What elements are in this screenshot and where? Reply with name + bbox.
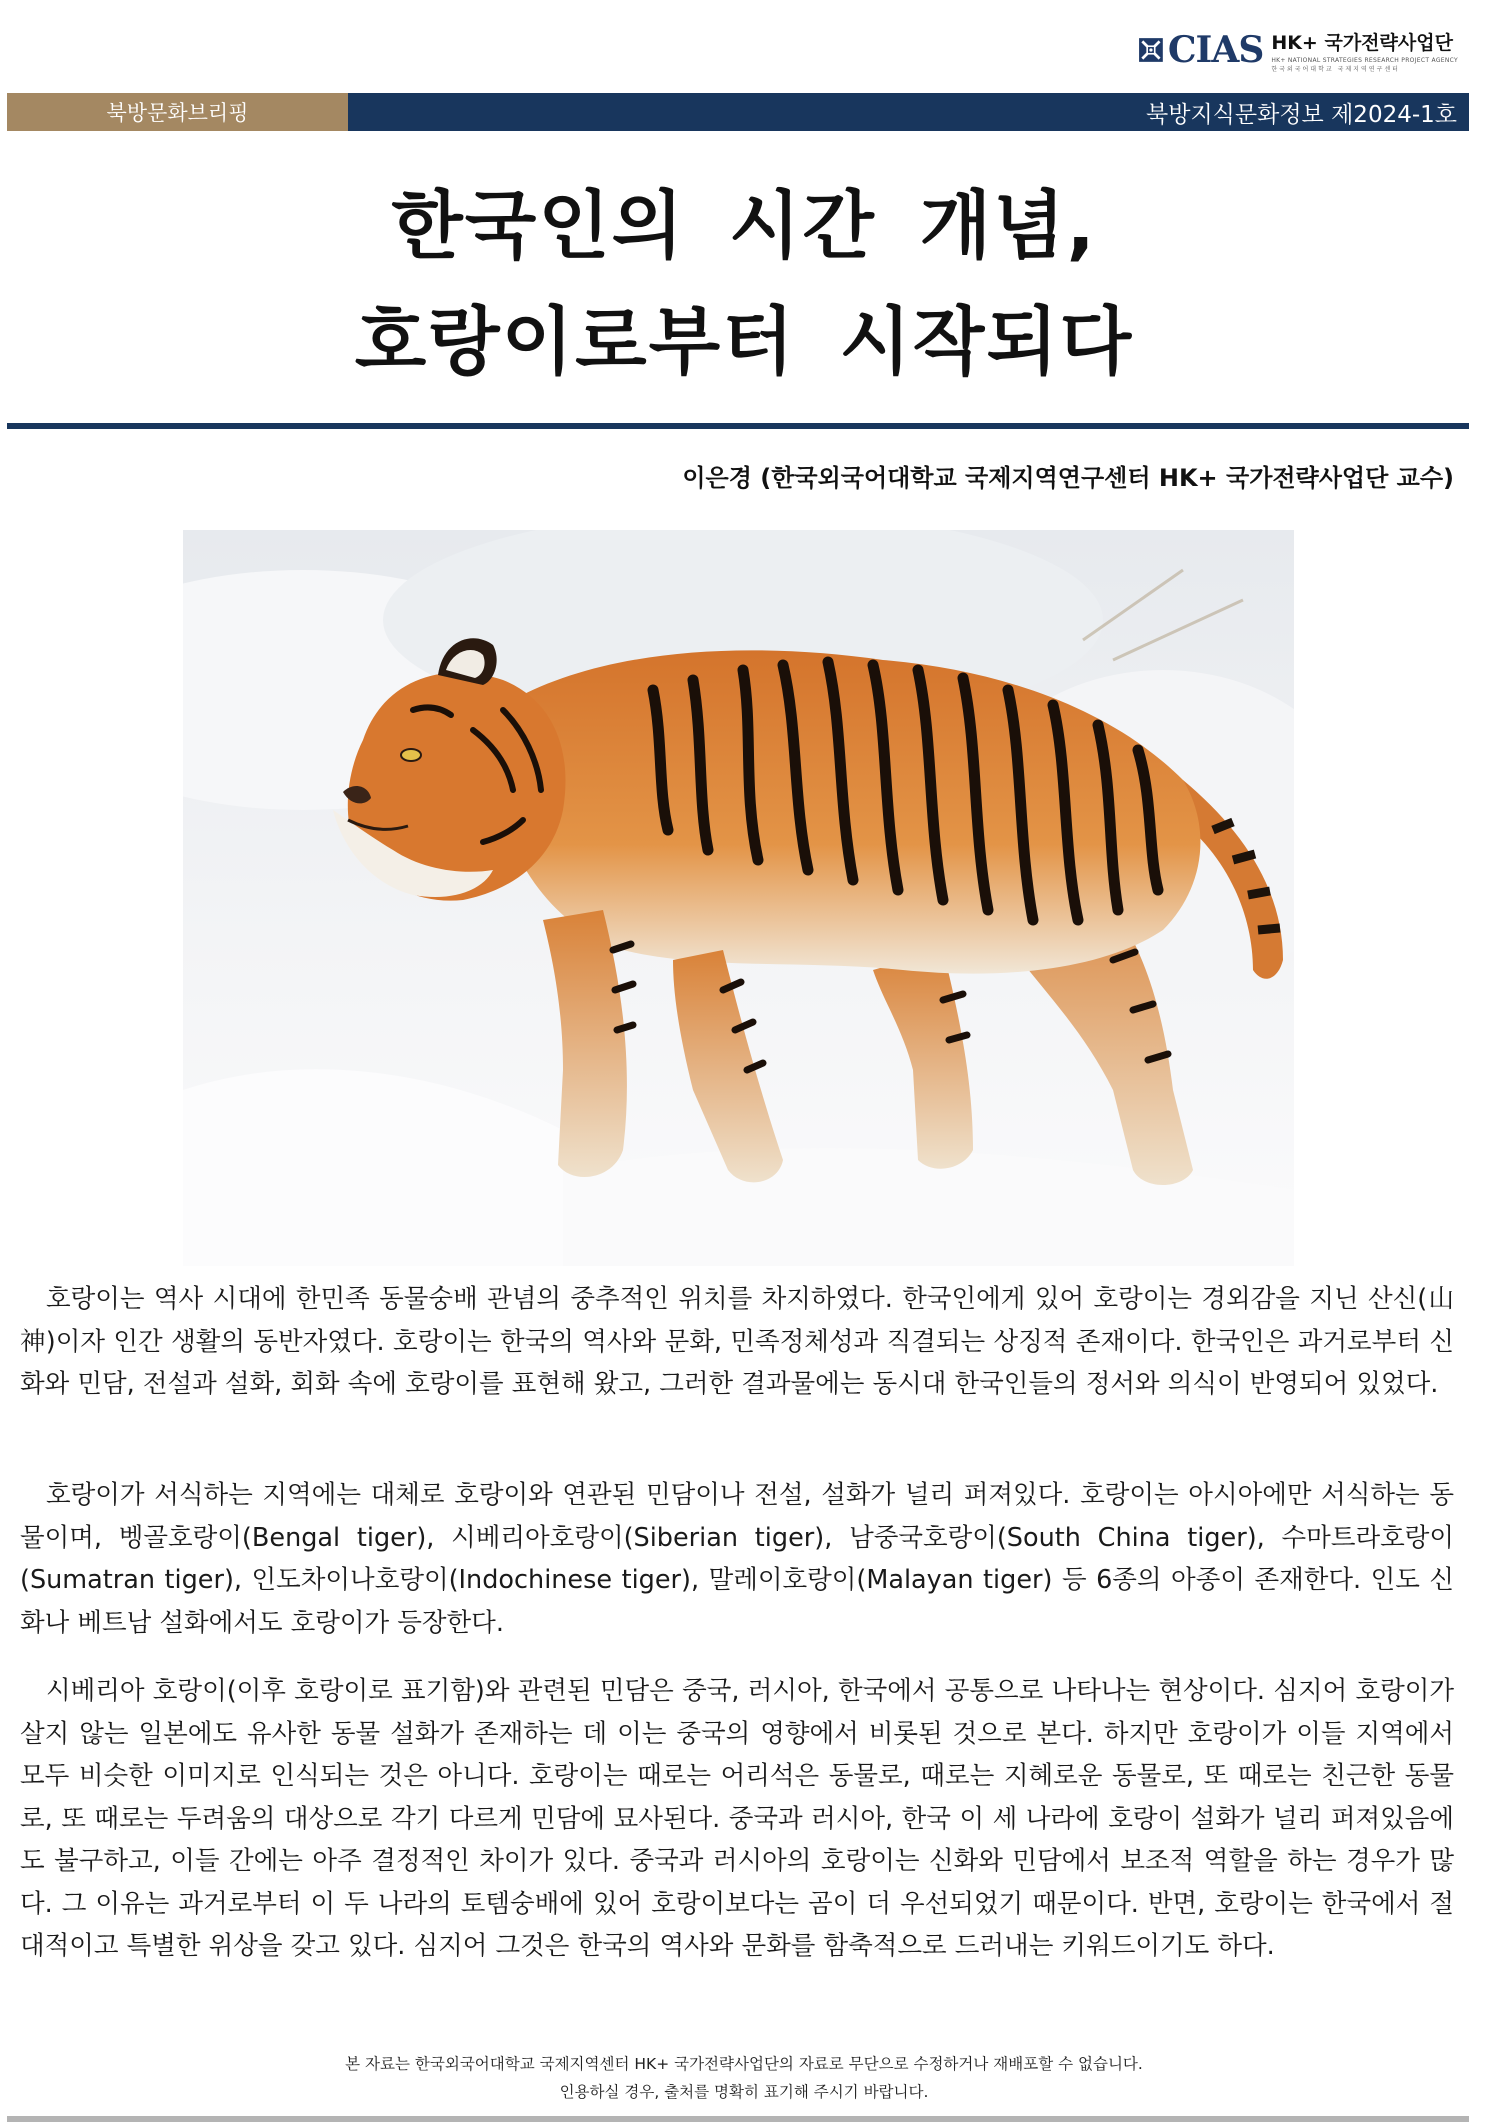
category-label: 북방문화브리핑 <box>7 93 348 131</box>
title-line-1: 한국인의 시간 개념, <box>391 183 1097 269</box>
logo-subtitle-en: HK+ NATIONAL STRATEGIES RESEARCH PROJECT AGENCY <box>1271 56 1458 64</box>
logo-subtitle-ko: 한국외국어대학교 국제지역연구센터 <box>1271 65 1400 73</box>
copyright-notice <box>0 2050 1488 2106</box>
page-title <box>0 168 1488 400</box>
author-line: 이은경 (한국외국어대학교 국제지역연구센터 HK+ 국가전략사업단 교수) <box>682 464 1454 492</box>
title-divider <box>7 423 1469 429</box>
title-line-2: 호랑이로부터 시작되다 <box>354 299 1134 385</box>
logo-title: HK+ 국가전략사업단 <box>1271 31 1453 54</box>
cias-logo-icon <box>1138 26 1164 74</box>
logo-abbr: CIAS <box>1167 29 1264 71</box>
body-paragraph-2: 호랑이가 서식하는 지역에는 대체로 호랑이와 연관된 민담이나 전설, 설화가 널리 퍼져있다. 호랑이는 아시아에만 서식하는 동물이며, 벵골호랑이(Bengal tiger), 시베리아호랑이(Siberian tiger), 남중국호랑이(South China tiger), 수마트라호랑이(Sumatran tiger), 인도차이나호랑이(Indochinese tiger), 말레이호랑이(Malayan tiger) 등 6종의 아종이 존재한다. 인도 신화나 베트남 설화에서도 호랑이가 등장한다. <box>20 1480 1454 1638</box>
bottom-divider <box>7 2116 1469 2122</box>
copyright-line-2: 인용하실 경우, 출처를 명확히 표기해 주시기 바랍니다. <box>559 2083 929 2101</box>
logo-text-block <box>1271 28 1458 73</box>
siberian-tiger-in-snow-photo <box>183 530 1294 1266</box>
tiger-photo <box>183 530 1294 1266</box>
header-bar <box>7 93 1469 131</box>
issue-label: 북방지식문화정보 제2024-1호 <box>348 93 1469 131</box>
body-paragraph-1: 호랑이는 역사 시대에 한민족 동물숭배 관념의 중추적인 위치를 차지하였다. 한국인에게 있어 호랑이는 경외감을 지닌 산신(山神)이자 인간 생활의 동반자였다. 호랑이는 한국의 역사와 문화, 민족정체성과 직결되는 상징적 존재이다. 한국인은 과거로부터 신화와 민담, 전설과 설화, 회화 속에 호랑이를 표현해 왔고, 그러한 결과물에는 동시대 한국인들의 정서와 의식이 반영되어 있었다. <box>20 1284 1454 1399</box>
cias-logo <box>1138 24 1458 76</box>
body-paragraph-3: 시베리아 호랑이(이후 호랑이로 표기함)와 관련된 민담은 중국, 러시아, 한국에서 공통으로 나타나는 현상이다. 심지어 호랑이가 살지 않는 일본에도 유사한 동물 설화가 존재하는 데 이는 중국의 영향에서 비롯된 것으로 본다. 하지만 호랑이가 이들 지역에서 모두 비슷한 이미지로 인식되는 것은 아니다. 호랑이는 때로는 어리석은 동물로, 때로는 지혜로운 동물로, 또 때로는 친근한 동물로, 또 때로는 두려움의 대상으로 각기 다르게 민담에 묘사된다. 중국과 러시아, 한국 이 세 나라에 호랑이 설화가 널리 퍼져있음에도 불구하고, 이들 간에는 아주 결정적인 차이가 있다. 중국과 러시아의 호랑이는 신화와 민담에서 보조적 역할을 하는 경우가 많다. 그 이유는 과거로부터 이 두 나라의 토템숭배에 있어 호랑이보다는 곰이 더 우선되었기 때문이다. 반면, 호랑이는 한국에서 절대적이고 특별한 위상을 갖고 있다. 심지어 그것은 한국의 역사와 문화를 함축적으로 드러내는 키워드이기도 하다. <box>20 1676 1454 1961</box>
copyright-line-1: 본 자료는 한국외국어대학교 국제지역센터 HK+ 국가전략사업단의 자료로 무단으로 수정하거나 재배포할 수 없습니다. <box>345 2055 1143 2073</box>
